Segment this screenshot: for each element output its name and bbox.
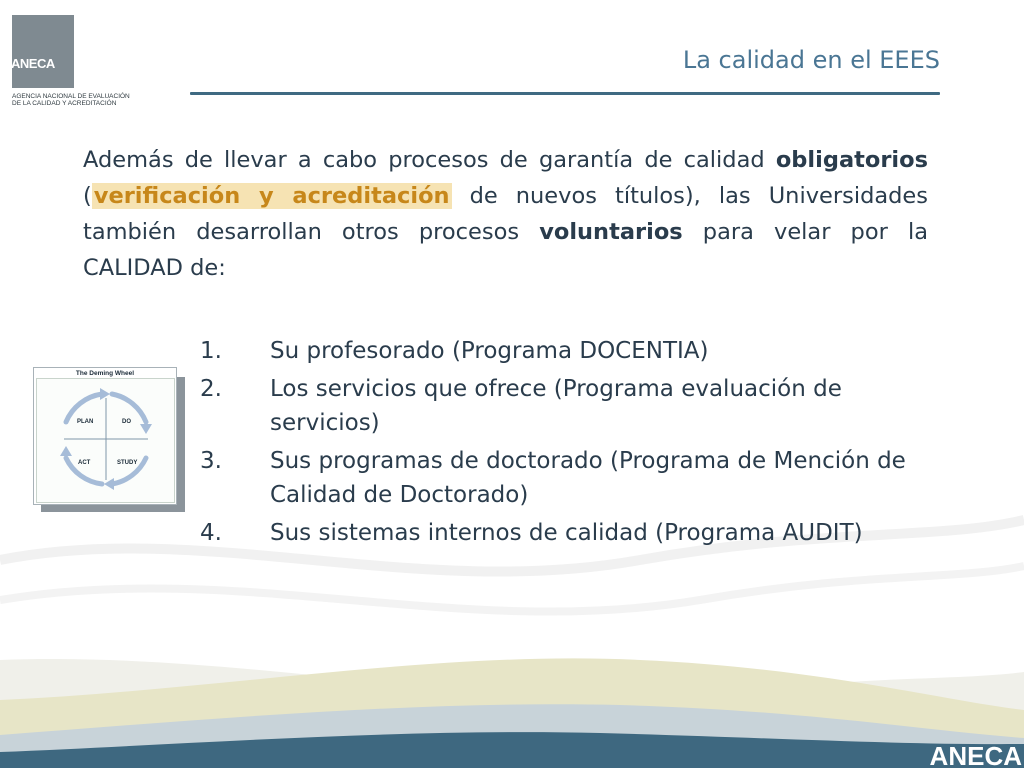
deming-wheel-figure bbox=[33, 367, 177, 505]
list-item-text: Sus sistemas internos de calidad (Programa AUDIT) bbox=[270, 520, 863, 546]
intro-text-1: Además de llevar a cabo procesos de garantía de calidad bbox=[83, 147, 776, 173]
list-item-text: Su profesorado (Programa DOCENTIA) bbox=[270, 338, 709, 364]
list-item-text: Los servicios que ofrece (Programa evaluación de servicios) bbox=[270, 376, 842, 436]
intro-text-2: ( bbox=[83, 183, 92, 209]
deming-act-label: ACT bbox=[78, 460, 91, 466]
intro-highlight: verificación y acreditación bbox=[93, 183, 450, 209]
list-item-text: Sus programas de doctorado (Programa de Mención de Calidad de Doctorado) bbox=[270, 448, 906, 508]
intro-text-4: para velar por la CALIDAD de: bbox=[83, 219, 928, 281]
intro-bold-obligatorios: obligatorios bbox=[775, 147, 928, 173]
list-item-number: 3. bbox=[200, 448, 222, 474]
list-item-number: 4. bbox=[200, 520, 222, 546]
intro-text-3: de nuevos títulos), las Universidades también desarrollan otros procesos bbox=[83, 183, 928, 245]
list-item-number: 2. bbox=[200, 376, 222, 402]
aneca-logo-text: ANECA bbox=[11, 56, 55, 71]
deming-plan-label: PLAN bbox=[77, 419, 94, 425]
list-item bbox=[200, 372, 940, 440]
title-divider bbox=[190, 92, 940, 95]
intro-paragraph bbox=[83, 142, 928, 286]
intro-bold-voluntarios: voluntarios bbox=[539, 219, 683, 245]
quality-programs-list bbox=[200, 334, 940, 554]
aneca-logo bbox=[12, 15, 74, 88]
aneca-logo-subtitle bbox=[12, 93, 130, 108]
footer-aneca-logo: ANECA bbox=[929, 741, 1022, 771]
list-item bbox=[200, 444, 940, 512]
logo-subtitle-line2: DE LA CALIDAD Y ACREDITACIÓN bbox=[12, 100, 117, 108]
page-title: La calidad en el EEES bbox=[682, 46, 940, 74]
logo-subtitle-line1: AGENCIA NACIONAL DE EVALUACIÓN bbox=[12, 93, 130, 100]
deming-study-label: STUDY bbox=[117, 460, 138, 466]
deming-title: The Deming Wheel bbox=[75, 370, 135, 377]
list-item bbox=[200, 334, 940, 368]
list-item-number: 1. bbox=[200, 338, 222, 364]
list-item bbox=[200, 516, 940, 550]
deming-do-label: DO bbox=[122, 419, 131, 425]
deming-cycle-arrows bbox=[36, 378, 173, 501]
